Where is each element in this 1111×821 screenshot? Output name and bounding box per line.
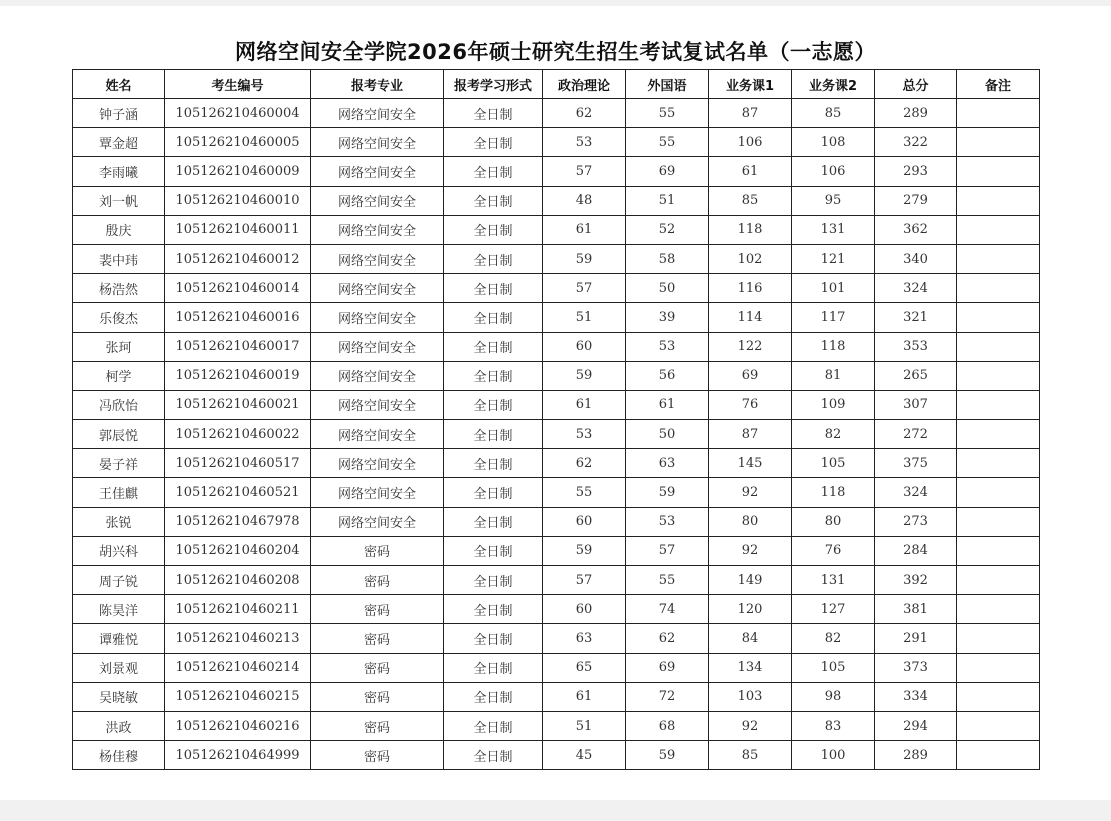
cell-politics: 59	[543, 536, 626, 565]
cell-subject-1: 87	[709, 99, 792, 128]
cell-total: 273	[875, 507, 957, 536]
cell-foreign-language: 69	[626, 653, 709, 682]
cell-subject-1: 84	[709, 624, 792, 653]
cell-name: 张珂	[73, 332, 165, 361]
column-header-major: 报考专业	[311, 70, 444, 99]
cell-candidate-id: 105126210460004	[165, 99, 311, 128]
table-row	[73, 711, 1040, 740]
cell-major: 网络空间安全	[311, 478, 444, 507]
cell-remarks	[957, 478, 1040, 507]
cell-name: 李雨曦	[73, 157, 165, 186]
cell-candidate-id: 105126210460216	[165, 711, 311, 740]
cell-remarks	[957, 128, 1040, 157]
page-title: 网络空间安全学院2026年硕士研究生招生考试复试名单（一志愿）	[235, 40, 876, 64]
cell-major: 网络空间安全	[311, 274, 444, 303]
cell-total: 265	[875, 361, 957, 390]
cell-candidate-id: 105126210464999	[165, 741, 311, 770]
cell-politics: 60	[543, 595, 626, 624]
cell-study-mode: 全日制	[444, 653, 543, 682]
cell-name: 陈昊洋	[73, 595, 165, 624]
table-row	[73, 741, 1040, 770]
cell-major: 密码	[311, 566, 444, 595]
cell-politics: 57	[543, 274, 626, 303]
cell-candidate-id: 105126210460021	[165, 390, 311, 419]
cell-subject-1: 120	[709, 595, 792, 624]
cell-name: 谭雅悦	[73, 624, 165, 653]
cell-name: 杨浩然	[73, 274, 165, 303]
cell-name: 张锐	[73, 507, 165, 536]
cell-study-mode: 全日制	[444, 682, 543, 711]
cell-subject-1: 103	[709, 682, 792, 711]
cell-major: 网络空间安全	[311, 244, 444, 273]
cell-foreign-language: 53	[626, 332, 709, 361]
cell-politics: 61	[543, 390, 626, 419]
cell-study-mode: 全日制	[444, 303, 543, 332]
column-header-candidate-id: 考生编号	[165, 70, 311, 99]
cell-study-mode: 全日制	[444, 449, 543, 478]
cell-subject-2: 80	[792, 507, 875, 536]
cell-politics: 51	[543, 303, 626, 332]
cell-major: 网络空间安全	[311, 215, 444, 244]
cell-remarks	[957, 682, 1040, 711]
cell-major: 密码	[311, 653, 444, 682]
cell-remarks	[957, 653, 1040, 682]
cell-name: 郭辰悦	[73, 420, 165, 449]
cell-remarks	[957, 274, 1040, 303]
column-header-study-mode: 报考学习形式	[444, 70, 543, 99]
cell-subject-2: 131	[792, 566, 875, 595]
table-row	[73, 215, 1040, 244]
cell-politics: 61	[543, 682, 626, 711]
cell-subject-2: 105	[792, 653, 875, 682]
cell-subject-1: 80	[709, 507, 792, 536]
cell-total: 322	[875, 128, 957, 157]
cell-study-mode: 全日制	[444, 274, 543, 303]
cell-study-mode: 全日制	[444, 536, 543, 565]
table-row	[73, 186, 1040, 215]
cell-remarks	[957, 624, 1040, 653]
cell-candidate-id: 105126210460204	[165, 536, 311, 565]
table-row	[73, 128, 1040, 157]
cell-candidate-id: 105126210460208	[165, 566, 311, 595]
cell-major: 网络空间安全	[311, 420, 444, 449]
cell-major: 网络空间安全	[311, 99, 444, 128]
table-row	[73, 682, 1040, 711]
cell-remarks	[957, 449, 1040, 478]
cell-study-mode: 全日制	[444, 186, 543, 215]
cell-candidate-id: 105126210460009	[165, 157, 311, 186]
cell-politics: 60	[543, 507, 626, 536]
cell-subject-1: 145	[709, 449, 792, 478]
cell-subject-1: 85	[709, 186, 792, 215]
cell-study-mode: 全日制	[444, 157, 543, 186]
table-body	[73, 99, 1040, 770]
document-page	[0, 6, 1111, 800]
cell-foreign-language: 59	[626, 478, 709, 507]
cell-study-mode: 全日制	[444, 595, 543, 624]
cell-subject-2: 95	[792, 186, 875, 215]
cell-politics: 59	[543, 244, 626, 273]
cell-major: 密码	[311, 624, 444, 653]
table-row	[73, 303, 1040, 332]
cell-total: 294	[875, 711, 957, 740]
cell-foreign-language: 51	[626, 186, 709, 215]
cell-name: 吴晓敏	[73, 682, 165, 711]
cell-total: 340	[875, 244, 957, 273]
cell-candidate-id: 105126210460005	[165, 128, 311, 157]
retest-roster-table	[72, 69, 1040, 770]
cell-politics: 45	[543, 741, 626, 770]
cell-subject-2: 118	[792, 478, 875, 507]
cell-remarks	[957, 215, 1040, 244]
cell-remarks	[957, 186, 1040, 215]
cell-total: 392	[875, 566, 957, 595]
cell-subject-2: 100	[792, 741, 875, 770]
cell-foreign-language: 69	[626, 157, 709, 186]
cell-subject-1: 134	[709, 653, 792, 682]
cell-subject-2: 105	[792, 449, 875, 478]
cell-foreign-language: 39	[626, 303, 709, 332]
cell-major: 网络空间安全	[311, 449, 444, 478]
cell-foreign-language: 55	[626, 99, 709, 128]
cell-name: 殷庆	[73, 215, 165, 244]
cell-foreign-language: 56	[626, 361, 709, 390]
cell-remarks	[957, 536, 1040, 565]
cell-major: 网络空间安全	[311, 390, 444, 419]
cell-remarks	[957, 303, 1040, 332]
cell-politics: 62	[543, 99, 626, 128]
cell-politics: 48	[543, 186, 626, 215]
cell-study-mode: 全日制	[444, 332, 543, 361]
cell-total: 362	[875, 215, 957, 244]
table-row	[73, 361, 1040, 390]
cell-candidate-id: 105126210460017	[165, 332, 311, 361]
cell-total: 324	[875, 274, 957, 303]
cell-remarks	[957, 99, 1040, 128]
cell-remarks	[957, 244, 1040, 273]
cell-remarks	[957, 332, 1040, 361]
cell-name: 杨佳穆	[73, 741, 165, 770]
cell-foreign-language: 59	[626, 741, 709, 770]
cell-study-mode: 全日制	[444, 711, 543, 740]
cell-politics: 53	[543, 128, 626, 157]
cell-study-mode: 全日制	[444, 390, 543, 419]
cell-name: 刘景观	[73, 653, 165, 682]
cell-remarks	[957, 595, 1040, 624]
cell-major: 网络空间安全	[311, 303, 444, 332]
cell-study-mode: 全日制	[444, 215, 543, 244]
table-row	[73, 449, 1040, 478]
cell-subject-1: 87	[709, 420, 792, 449]
cell-total: 279	[875, 186, 957, 215]
cell-politics: 53	[543, 420, 626, 449]
cell-total: 289	[875, 741, 957, 770]
cell-politics: 59	[543, 361, 626, 390]
table-row	[73, 157, 1040, 186]
cell-politics: 60	[543, 332, 626, 361]
cell-foreign-language: 52	[626, 215, 709, 244]
cell-foreign-language: 62	[626, 624, 709, 653]
cell-major: 网络空间安全	[311, 128, 444, 157]
cell-politics: 57	[543, 157, 626, 186]
cell-study-mode: 全日制	[444, 420, 543, 449]
cell-foreign-language: 68	[626, 711, 709, 740]
cell-study-mode: 全日制	[444, 361, 543, 390]
cell-subject-1: 92	[709, 711, 792, 740]
table-row	[73, 536, 1040, 565]
cell-name: 覃金超	[73, 128, 165, 157]
cell-subject-1: 149	[709, 566, 792, 595]
cell-study-mode: 全日制	[444, 741, 543, 770]
cell-subject-2: 101	[792, 274, 875, 303]
cell-total: 375	[875, 449, 957, 478]
cell-subject-2: 121	[792, 244, 875, 273]
cell-total: 291	[875, 624, 957, 653]
cell-remarks	[957, 507, 1040, 536]
cell-study-mode: 全日制	[444, 478, 543, 507]
table-row	[73, 478, 1040, 507]
cell-subject-2: 118	[792, 332, 875, 361]
cell-name: 胡兴科	[73, 536, 165, 565]
table-row	[73, 332, 1040, 361]
cell-foreign-language: 61	[626, 390, 709, 419]
table-row	[73, 99, 1040, 128]
cell-foreign-language: 55	[626, 128, 709, 157]
cell-remarks	[957, 390, 1040, 419]
table-row	[73, 624, 1040, 653]
cell-name: 周子锐	[73, 566, 165, 595]
cell-politics: 55	[543, 478, 626, 507]
cell-subject-2: 127	[792, 595, 875, 624]
cell-candidate-id: 105126210460213	[165, 624, 311, 653]
cell-remarks	[957, 157, 1040, 186]
cell-politics: 51	[543, 711, 626, 740]
cell-subject-2: 131	[792, 215, 875, 244]
cell-foreign-language: 50	[626, 420, 709, 449]
cell-total: 293	[875, 157, 957, 186]
table-row	[73, 420, 1040, 449]
cell-foreign-language: 63	[626, 449, 709, 478]
table-header-row	[73, 70, 1040, 99]
cell-subject-2: 117	[792, 303, 875, 332]
cell-study-mode: 全日制	[444, 566, 543, 595]
cell-remarks	[957, 741, 1040, 770]
cell-major: 密码	[311, 595, 444, 624]
column-header-remarks: 备注	[957, 70, 1040, 99]
cell-study-mode: 全日制	[444, 244, 543, 273]
column-header-politics: 政治理论	[543, 70, 626, 99]
cell-subject-1: 102	[709, 244, 792, 273]
cell-major: 网络空间安全	[311, 157, 444, 186]
cell-candidate-id: 105126210467978	[165, 507, 311, 536]
cell-subject-1: 106	[709, 128, 792, 157]
cell-subject-2: 82	[792, 420, 875, 449]
cell-study-mode: 全日制	[444, 128, 543, 157]
cell-candidate-id: 105126210460011	[165, 215, 311, 244]
cell-subject-2: 106	[792, 157, 875, 186]
cell-subject-1: 61	[709, 157, 792, 186]
table-row	[73, 653, 1040, 682]
cell-major: 网络空间安全	[311, 507, 444, 536]
cell-candidate-id: 105126210460214	[165, 653, 311, 682]
cell-name: 柯学	[73, 361, 165, 390]
cell-subject-2: 83	[792, 711, 875, 740]
cell-candidate-id: 105126210460010	[165, 186, 311, 215]
cell-name: 裴中玮	[73, 244, 165, 273]
cell-subject-2: 109	[792, 390, 875, 419]
cell-total: 321	[875, 303, 957, 332]
cell-subject-1: 114	[709, 303, 792, 332]
cell-subject-1: 122	[709, 332, 792, 361]
cell-subject-1: 85	[709, 741, 792, 770]
cell-candidate-id: 105126210460022	[165, 420, 311, 449]
cell-subject-2: 85	[792, 99, 875, 128]
cell-subject-2: 108	[792, 128, 875, 157]
cell-politics: 61	[543, 215, 626, 244]
column-header-subject-2: 业务课2	[792, 70, 875, 99]
cell-name: 洪政	[73, 711, 165, 740]
cell-subject-2: 98	[792, 682, 875, 711]
cell-foreign-language: 58	[626, 244, 709, 273]
cell-name: 乐俊杰	[73, 303, 165, 332]
cell-candidate-id: 105126210460016	[165, 303, 311, 332]
cell-remarks	[957, 711, 1040, 740]
cell-total: 373	[875, 653, 957, 682]
column-header-foreign-language: 外国语	[626, 70, 709, 99]
cell-name: 刘一帆	[73, 186, 165, 215]
cell-foreign-language: 57	[626, 536, 709, 565]
cell-total: 272	[875, 420, 957, 449]
cell-study-mode: 全日制	[444, 99, 543, 128]
cell-major: 密码	[311, 711, 444, 740]
cell-candidate-id: 105126210460211	[165, 595, 311, 624]
cell-total: 353	[875, 332, 957, 361]
cell-candidate-id: 105126210460012	[165, 244, 311, 273]
table-row	[73, 507, 1040, 536]
table-row	[73, 244, 1040, 273]
column-header-total: 总分	[875, 70, 957, 99]
cell-subject-1: 92	[709, 536, 792, 565]
cell-candidate-id: 105126210460014	[165, 274, 311, 303]
cell-politics: 65	[543, 653, 626, 682]
cell-foreign-language: 55	[626, 566, 709, 595]
cell-subject-1: 69	[709, 361, 792, 390]
table-row	[73, 274, 1040, 303]
cell-name: 王佳麒	[73, 478, 165, 507]
cell-total: 284	[875, 536, 957, 565]
cell-politics: 62	[543, 449, 626, 478]
cell-foreign-language: 72	[626, 682, 709, 711]
cell-subject-1: 116	[709, 274, 792, 303]
cell-major: 密码	[311, 741, 444, 770]
cell-subject-1: 92	[709, 478, 792, 507]
cell-study-mode: 全日制	[444, 507, 543, 536]
cell-total: 324	[875, 478, 957, 507]
cell-major: 网络空间安全	[311, 186, 444, 215]
cell-remarks	[957, 361, 1040, 390]
cell-total: 334	[875, 682, 957, 711]
cell-subject-2: 82	[792, 624, 875, 653]
table-row	[73, 595, 1040, 624]
cell-total: 381	[875, 595, 957, 624]
cell-total: 289	[875, 99, 957, 128]
cell-politics: 63	[543, 624, 626, 653]
cell-subject-2: 81	[792, 361, 875, 390]
cell-candidate-id: 105126210460517	[165, 449, 311, 478]
cell-major: 密码	[311, 536, 444, 565]
column-header-name: 姓名	[73, 70, 165, 99]
cell-name: 晏子祥	[73, 449, 165, 478]
cell-candidate-id: 105126210460019	[165, 361, 311, 390]
cell-foreign-language: 50	[626, 274, 709, 303]
column-header-subject-1: 业务课1	[709, 70, 792, 99]
cell-foreign-language: 53	[626, 507, 709, 536]
cell-subject-1: 118	[709, 215, 792, 244]
cell-major: 密码	[311, 682, 444, 711]
cell-study-mode: 全日制	[444, 624, 543, 653]
cell-subject-2: 76	[792, 536, 875, 565]
cell-total: 307	[875, 390, 957, 419]
cell-subject-1: 76	[709, 390, 792, 419]
cell-major: 网络空间安全	[311, 332, 444, 361]
cell-remarks	[957, 566, 1040, 595]
cell-major: 网络空间安全	[311, 361, 444, 390]
cell-remarks	[957, 420, 1040, 449]
cell-name: 冯欣怡	[73, 390, 165, 419]
cell-foreign-language: 74	[626, 595, 709, 624]
table-row	[73, 566, 1040, 595]
cell-politics: 57	[543, 566, 626, 595]
cell-name: 钟子涵	[73, 99, 165, 128]
cell-candidate-id: 105126210460521	[165, 478, 311, 507]
cell-candidate-id: 105126210460215	[165, 682, 311, 711]
table-row	[73, 390, 1040, 419]
